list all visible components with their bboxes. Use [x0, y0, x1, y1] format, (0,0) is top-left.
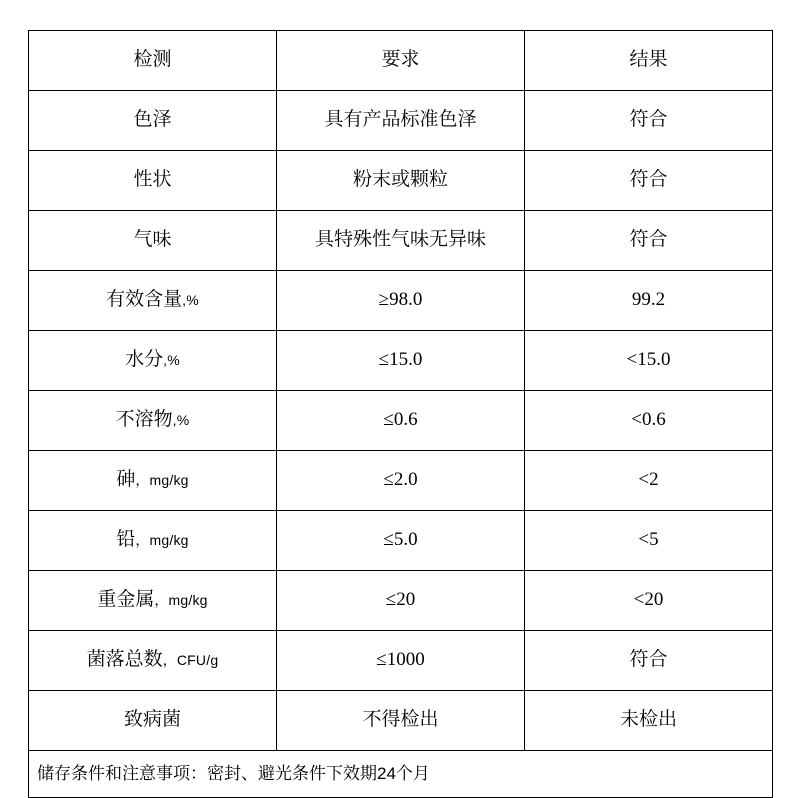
cell-requirement: 不得检出 [277, 691, 525, 751]
storage-note-text: 储存条件和注意事项：密封、避光条件下效期24个月 [37, 763, 430, 783]
cell-result: 符合 [525, 151, 773, 211]
table-body [29, 31, 773, 798]
item-label: 有效含量 [106, 289, 183, 311]
cell-result: 符合 [525, 91, 773, 151]
table-row [29, 151, 773, 211]
cell-item [29, 151, 277, 211]
item-label: 水分 [125, 349, 164, 371]
item-label: 砷 [116, 469, 136, 491]
cell-result: 符合 [525, 631, 773, 691]
cell-result: <5 [525, 511, 773, 571]
table-row [29, 631, 773, 691]
cell-result: 99.2 [525, 271, 773, 331]
cell-requirement: 粉末或颗粒 [277, 151, 525, 211]
cell-item [29, 331, 277, 391]
item-unit: ，mg/kg [135, 472, 189, 489]
cell-item [29, 211, 277, 271]
cell-requirement: ≤1000 [277, 631, 525, 691]
cell-item [29, 451, 277, 511]
table-row [29, 211, 773, 271]
cell-requirement: ≤2.0 [277, 451, 525, 511]
cell-requirement: 具有产品标准色泽 [277, 91, 525, 151]
item-unit: ,% [172, 412, 190, 429]
cell-result: <0.6 [525, 391, 773, 451]
table-row [29, 451, 773, 511]
cell-item [29, 271, 277, 331]
cell-item [29, 571, 277, 631]
table-row [29, 391, 773, 451]
table-row [29, 691, 773, 751]
table-row [29, 331, 773, 391]
item-unit: ,% [163, 352, 180, 369]
item-label: 菌落总数 [86, 649, 163, 671]
table-header-row [29, 31, 773, 91]
cell-requirement: ≤15.0 [277, 331, 525, 391]
cell-result: 符合 [525, 211, 773, 271]
cell-requirement: 具特殊性气味无异味 [277, 211, 525, 271]
cell-result: <20 [525, 571, 773, 631]
item-label: 不溶物 [115, 409, 173, 431]
cell-item [29, 631, 277, 691]
item-unit: ，mg/kg [135, 532, 189, 549]
table-row [29, 571, 773, 631]
table-row [29, 511, 773, 571]
cell-result: <2 [525, 451, 773, 511]
cell-item [29, 511, 277, 571]
column-header-result: 结果 [525, 31, 773, 91]
cell-item [29, 391, 277, 451]
specification-table [28, 30, 773, 798]
storage-note [29, 751, 773, 798]
cell-requirement: ≥98.0 [277, 271, 525, 331]
cell-item [29, 91, 277, 151]
item-unit: ，CFU/g [162, 652, 219, 669]
item-label: 致病菌 [123, 709, 181, 731]
item-label: 铅 [116, 529, 136, 551]
item-label: 重金属 [97, 589, 155, 611]
item-label: 气味 [133, 229, 172, 251]
cell-requirement: ≤5.0 [277, 511, 525, 571]
table-row [29, 271, 773, 331]
column-header-requirement: 要求 [277, 31, 525, 91]
column-header-item: 检测 [29, 31, 277, 91]
cell-result: 未检出 [525, 691, 773, 751]
item-label: 性状 [133, 169, 172, 191]
cell-requirement: ≤0.6 [277, 391, 525, 451]
cell-result: <15.0 [525, 331, 773, 391]
cell-item [29, 691, 277, 751]
table-footer-row [29, 751, 773, 798]
item-unit: ，mg/kg [154, 592, 208, 609]
item-label: 色泽 [133, 109, 172, 131]
item-unit: ,% [182, 292, 199, 309]
cell-requirement: ≤20 [277, 571, 525, 631]
table-row [29, 91, 773, 151]
